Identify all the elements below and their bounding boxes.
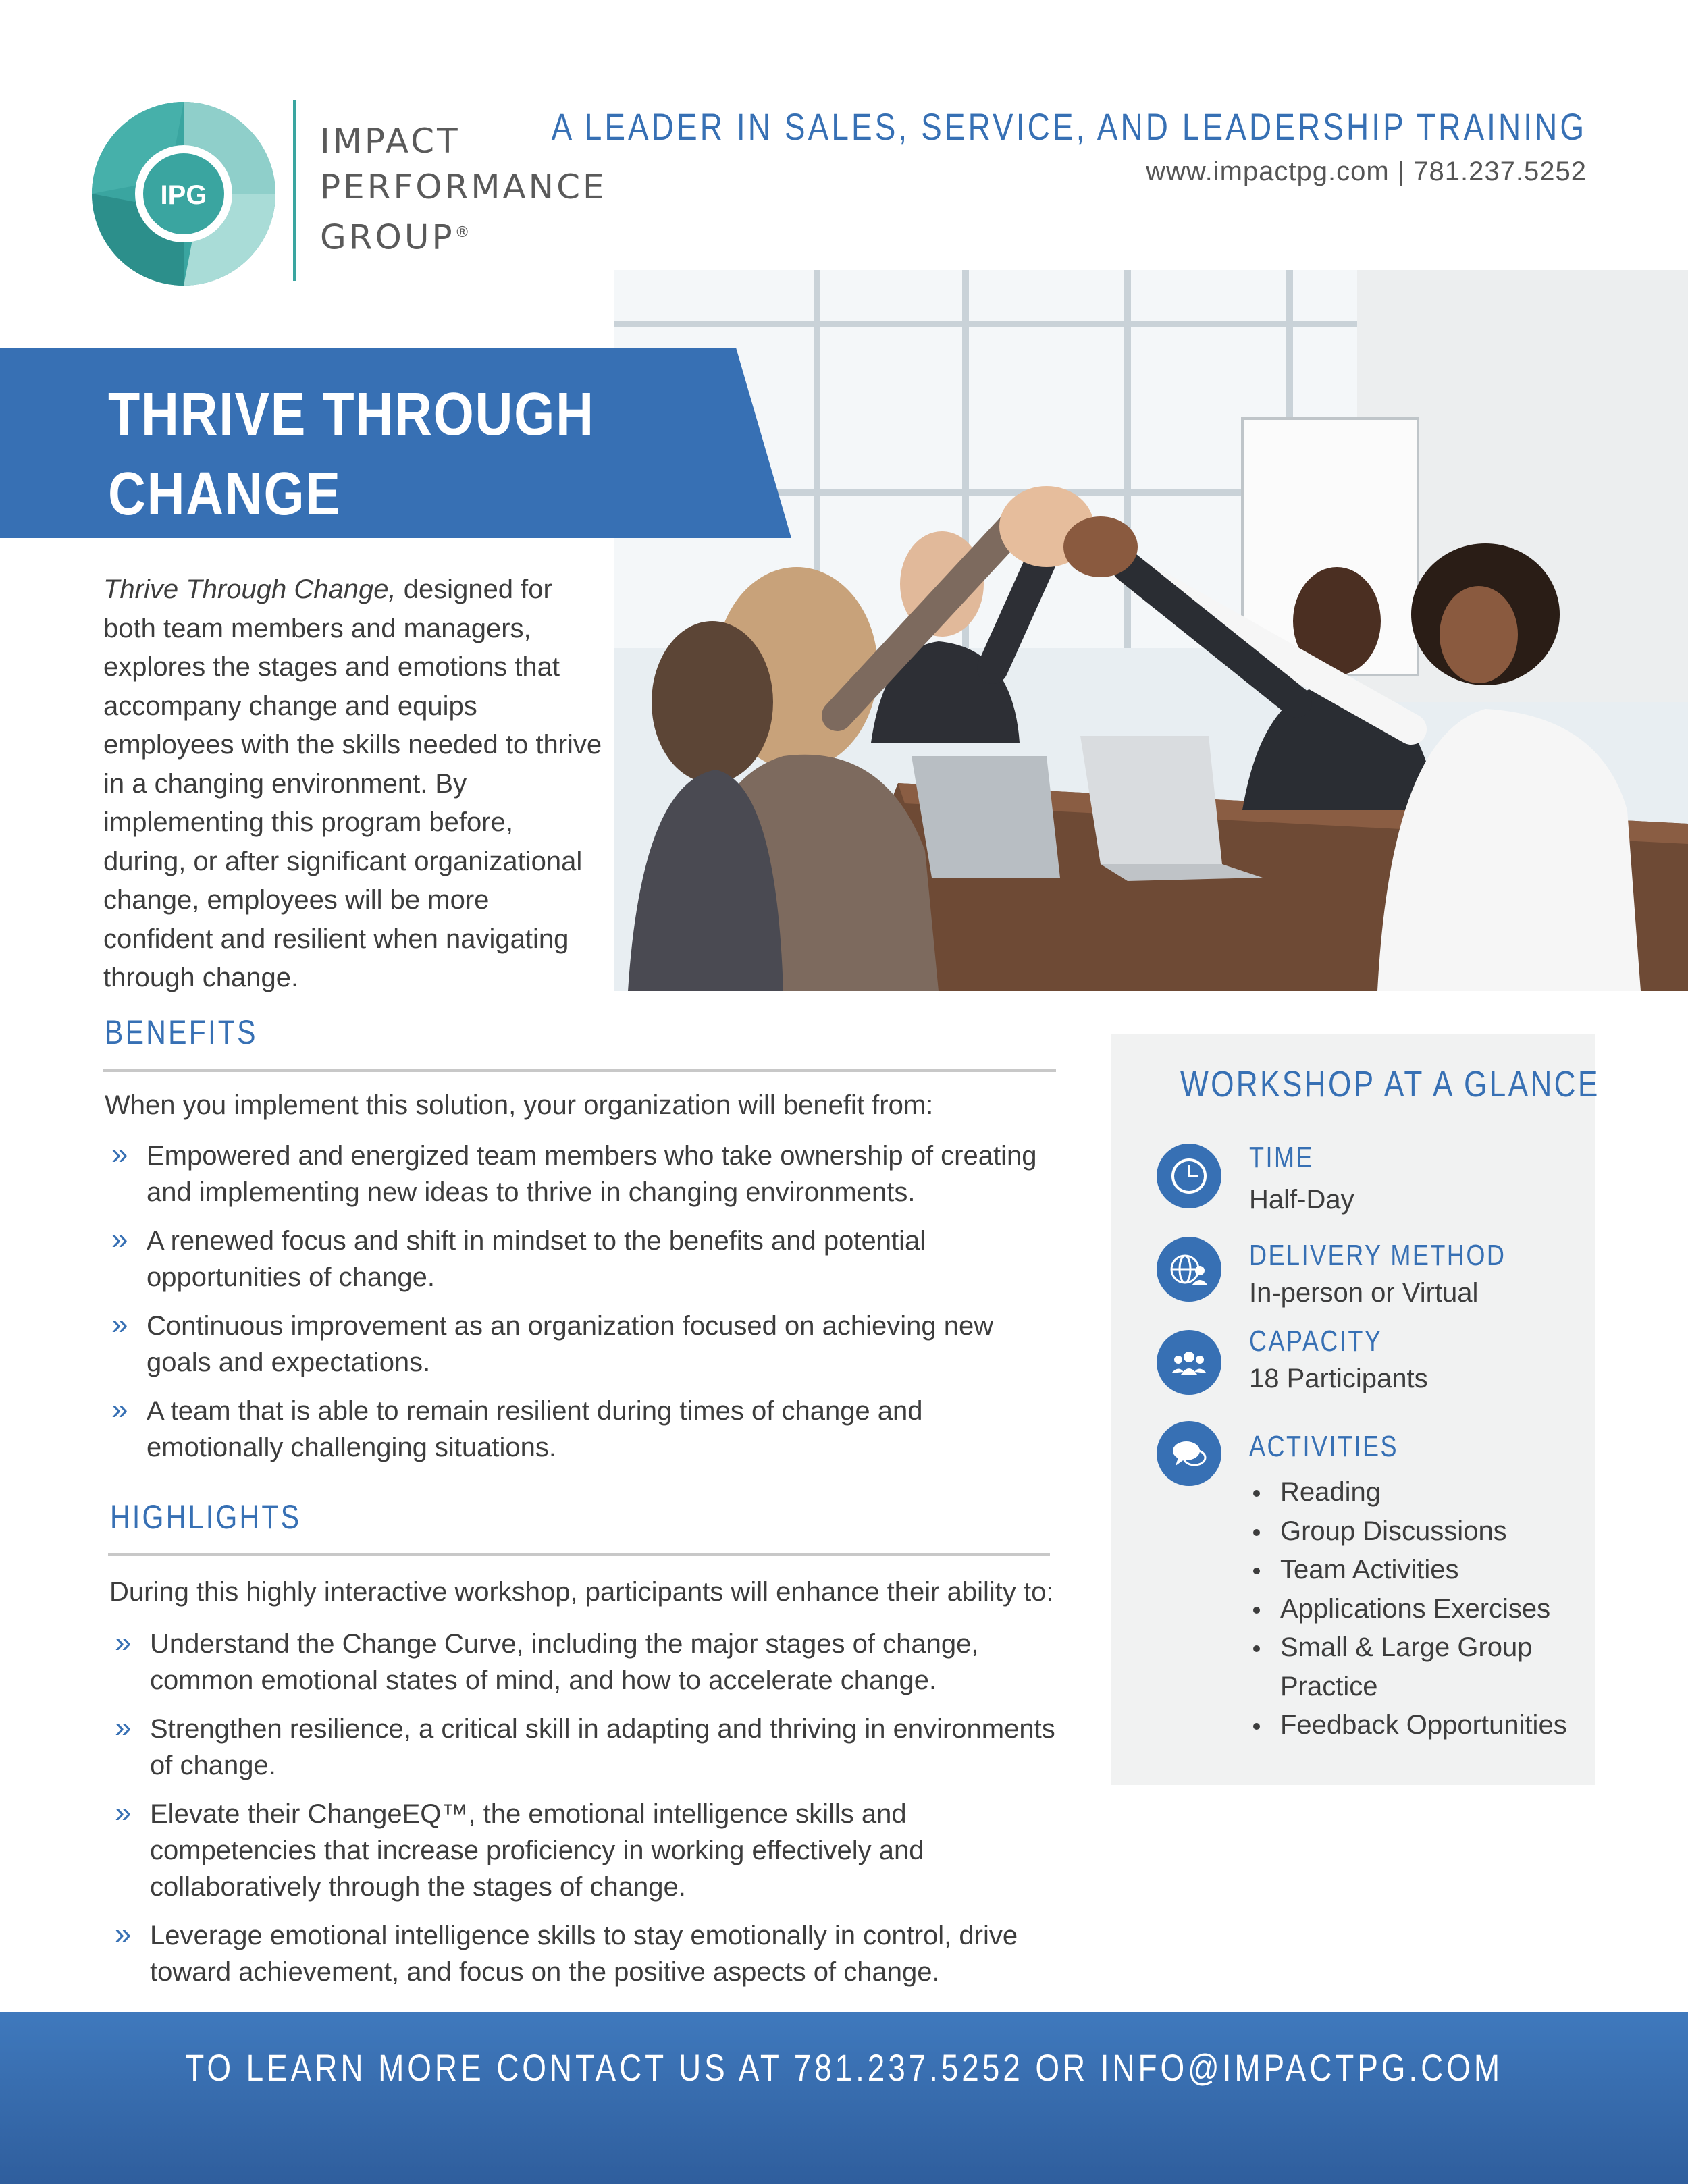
chat-bubbles-icon xyxy=(1157,1421,1221,1486)
capacity-label: CAPACITY xyxy=(1249,1325,1383,1358)
benefit-text-4: A team that is able to remain resilient during times of change and emotionally challenging situations. xyxy=(147,1396,923,1462)
footer-contact xyxy=(0,2046,1688,2089)
list-item xyxy=(108,1711,1067,1784)
logo-badge-text: IPG xyxy=(160,180,207,210)
highlight-text-3: Elevate their ChangeEQ™, the emotional intelligence skills and competencies that increase proficiency in working effectively and collaboratively through the stages of change. xyxy=(150,1799,924,1902)
double-chevron-icon: » xyxy=(111,1223,128,1256)
list-item xyxy=(105,1138,1057,1210)
list-item xyxy=(108,1796,1067,1905)
intro-italic-lead: Thrive Through Change, xyxy=(103,575,396,604)
logo-line-2: PERFORMANCE xyxy=(320,167,607,207)
company-logo xyxy=(91,101,277,287)
double-chevron-icon: » xyxy=(115,1917,132,1950)
list-item: Feedback Opportunities xyxy=(1249,1706,1573,1745)
footer-bar xyxy=(0,2012,1688,2184)
benefits-list xyxy=(105,1138,1057,1478)
double-chevron-icon: » xyxy=(111,1308,128,1341)
benefit-text-2: A renewed focus and shift in mindset to the benefits and potential opportunities of change. xyxy=(147,1226,926,1292)
highlights-lead: During this highly interactive workshop, participants will enhance their ability to: xyxy=(109,1577,1054,1607)
logo-line-3-text: GROUP xyxy=(320,217,455,257)
delivery-value: In-person or Virtual xyxy=(1249,1278,1479,1308)
benefits-lead: When you implement this solution, your organization will benefit from: xyxy=(105,1090,934,1120)
time-value: Half-Day xyxy=(1249,1185,1354,1215)
time-label: TIME xyxy=(1249,1141,1315,1174)
page-title xyxy=(108,375,595,534)
list-item: Small & Large Group Practice xyxy=(1249,1628,1573,1706)
benefit-text-1: Empowered and energized team members who take ownership of creating and implementing new ideas to thrive in changing environments. xyxy=(147,1141,1037,1207)
delivery-label: DELIVERY METHOD xyxy=(1249,1239,1506,1272)
clock-icon xyxy=(1157,1144,1221,1208)
intro-body: designed for both team members and managers, explores the stages and emotions that accompany change and equips employees with the skills needed to thrive in a changing environment. By implementing this program before, during, or after significant organizational change, employees will be more confident and resilient when navigating through change. xyxy=(103,575,602,992)
highlight-text-2: Strengthen resilience, a critical skill in adapting and thriving in environments of change. xyxy=(150,1714,1055,1780)
list-item xyxy=(108,1917,1067,1990)
list-item: Team Activities xyxy=(1249,1551,1573,1590)
capacity-value: 18 Participants xyxy=(1249,1364,1428,1393)
title-line-1: THRIVE THROUGH xyxy=(108,381,595,448)
highlights-heading: HIGHLIGHTS xyxy=(110,1498,302,1536)
double-chevron-icon: » xyxy=(111,1138,128,1171)
highlights-list xyxy=(108,1626,1067,2002)
list-item: Applications Exercises xyxy=(1249,1590,1573,1629)
logo-divider xyxy=(293,100,296,281)
list-item xyxy=(105,1393,1057,1466)
double-chevron-icon: » xyxy=(111,1393,128,1426)
highlight-text-4: Leverage emotional intelligence skills to stay emotionally in control, drive toward achievement, and focus on the positive aspects of change. xyxy=(150,1921,1018,1987)
header-contact: www.impactpg.com | 781.237.5252 xyxy=(1146,157,1587,186)
double-chevron-icon: » xyxy=(115,1796,132,1829)
highlight-text-1: Understand the Change Curve, including the major stages of change, common emotional states of mind, and how to accelerate change. xyxy=(150,1629,979,1695)
list-item xyxy=(108,1626,1067,1699)
activities-label: ACTIVITIES xyxy=(1249,1430,1399,1463)
list-item: Group Discussions xyxy=(1249,1512,1573,1551)
registered-mark: ® xyxy=(454,224,470,241)
logo-line-3 xyxy=(320,210,607,261)
logo-line-1: IMPACT xyxy=(320,122,460,161)
list-item: Reading xyxy=(1249,1473,1573,1512)
benefits-divider xyxy=(103,1069,1056,1072)
list-item xyxy=(105,1308,1057,1381)
tagline: A LEADER IN SALES, SERVICE, AND LEADERSHIP TRAINING xyxy=(551,105,1587,148)
benefits-heading: BENEFITS xyxy=(105,1013,258,1051)
list-item xyxy=(105,1223,1057,1296)
glance-title: WORKSHOP AT A GLANCE xyxy=(1180,1064,1600,1104)
activities-list xyxy=(1249,1473,1573,1745)
globe-person-icon xyxy=(1157,1237,1221,1302)
double-chevron-icon: » xyxy=(115,1626,132,1659)
footer-contact-text: TO LEARN MORE CONTACT US AT 781.237.5252 OR INFO@IMPACTPG.COM xyxy=(185,2046,1503,2089)
intro-paragraph xyxy=(103,570,603,998)
logo-swirl-icon xyxy=(91,101,277,287)
highlights-divider xyxy=(108,1553,1050,1556)
benefit-text-3: Continuous improvement as an organization focused on achieving new goals and expectations. xyxy=(147,1311,994,1377)
group-icon xyxy=(1157,1330,1221,1395)
title-line-2: CHANGE xyxy=(108,460,342,528)
double-chevron-icon: » xyxy=(115,1711,132,1744)
